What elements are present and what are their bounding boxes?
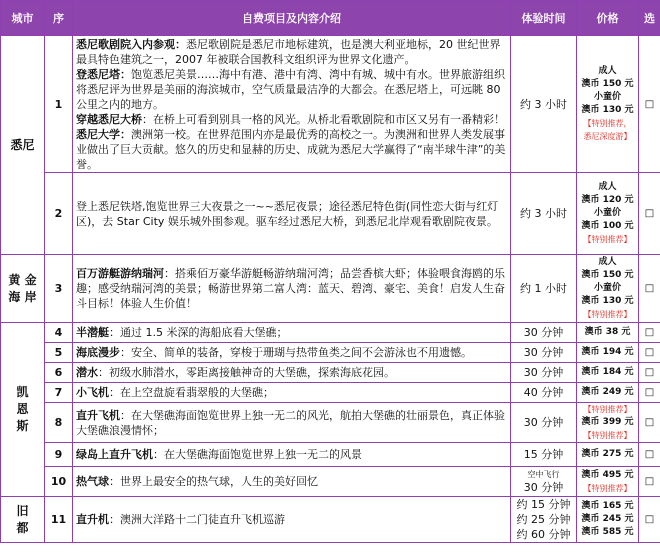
row-number: 5 [45, 343, 73, 363]
header-price: 价格 [577, 1, 639, 36]
row-number: 8 [45, 403, 73, 443]
item-time: 约 1 小时 [511, 255, 577, 323]
item-price: 成人 澳币 150 元 小童价 澳币 130 元 【特别推荐】 [577, 255, 639, 323]
table-row [1, 383, 660, 403]
header-time: 体验时间 [511, 1, 577, 36]
city-cairns: 凯 恩 斯 [1, 323, 45, 497]
select-checkbox[interactable]: □ [639, 323, 660, 343]
item-description: 海底漫步：安全、简单的装备，穿梭于珊瑚与热带鱼类之间不会游泳也不用遗憾。 [73, 343, 511, 363]
item-price: 澳币 249 元 [577, 383, 639, 403]
item-price: 成人 澳币 120 元 小童价 澳币 100 元 【特别推荐】 [577, 173, 639, 255]
select-checkbox[interactable]: □ [639, 363, 660, 383]
table-row [1, 363, 660, 383]
item-description: 百万游艇游纳瑞河：搭乘佰万豪华游艇畅游纳瑞河湾；品尝香槟大虾；体验喂食海鸥的乐趣；感受纳瑞河湾的美景；畅游世界第二富人湾：蓝天、碧湾、豪宅、美食！启发人生奋斗目标！体验人生价值！ [73, 255, 511, 323]
header-city: 城市 [1, 1, 45, 36]
item-time: 40 分钟 [511, 383, 577, 403]
header-row [1, 1, 660, 36]
item-description: 小飞机：在上空盘旋看翡翠般的大堡礁； [73, 383, 511, 403]
item-price: 澳币 194 元 [577, 343, 639, 363]
item-time: 30 分钟 [511, 363, 577, 383]
select-checkbox[interactable]: □ [639, 255, 660, 323]
item-time: 约 3 小时 [511, 173, 577, 255]
item-description: 悉尼歌剧院入内参观：悉尼歌剧院是悉尼市地标建筑，也是澳大利亚地标，20 世纪世界最具特色建筑之一，2007 年被联合国教科文组织评为世界文化遗产。 登悉尼塔：饱览悉尼美景……海中有港、港中有湾、湾中有城、城中有水。世界旅游组织将悉尼评为世界是美丽的海滨城市，空气质量最洁净的大都会。在悉尼塔上，可远眺 80 公里之内的地方。 穿越悉尼大桥：在桥上可看到别具一格的风光。从桥北看歌剧院和市区又另有一番精彩！ 悉尼大学：澳洲第一校。在世界范围内亦是最优秀的高校之一。为澳洲和世界人类发展事业做出了巨大贡献。悠久的历史和显赫的历史、成就为悉尼大学赢得了“南半球牛津”的美誉。 [73, 36, 511, 173]
select-checkbox[interactable]: □ [639, 383, 660, 403]
row-number: 6 [45, 363, 73, 383]
item-price: 澳币 38 元 [577, 323, 639, 343]
item-time: 15 分钟 [511, 443, 577, 467]
row-number: 9 [45, 443, 73, 467]
item-time: 约 3 小时 [511, 36, 577, 173]
select-checkbox[interactable]: □ [639, 467, 660, 497]
item-time: 30 分钟 [511, 403, 577, 443]
item-price: 澳币 495 元 【特别推荐】 [577, 467, 639, 497]
header-content: 自费项目及内容介绍 [73, 1, 511, 36]
item-time: 30 分钟 [511, 343, 577, 363]
city-goldcoast: 黄 金 海 岸 [1, 255, 45, 323]
select-checkbox[interactable]: □ [639, 343, 660, 363]
header-select: 选 [639, 1, 660, 36]
item-time: 约 15 分钟 约 25 分钟 约 60 分钟 [511, 497, 577, 543]
table-row [1, 497, 660, 543]
table-row [1, 173, 660, 255]
row-number: 11 [45, 497, 73, 543]
table-row [1, 36, 660, 173]
select-checkbox[interactable]: □ [639, 173, 660, 255]
item-description: 直升机：澳洲大洋路十二门徒直升飞机巡游 [73, 497, 511, 543]
row-number: 3 [45, 255, 73, 323]
table-row [1, 323, 660, 343]
select-checkbox[interactable]: □ [639, 443, 660, 467]
select-checkbox[interactable]: □ [639, 403, 660, 443]
item-description: 直升飞机：在大堡礁海面饱览世界上独一无二的风光，航拍大堡礁的壮丽景色，真正体验大堡礁浪漫情怀； [73, 403, 511, 443]
table-row [1, 467, 660, 497]
item-price: 澳币 165 元 澳币 245 元 澳币 585 元 [577, 497, 639, 543]
item-price: 【特别推荐】 澳币 399 元 【特别推荐】 [577, 403, 639, 443]
item-price: 澳币 184 元 [577, 363, 639, 383]
item-time: 30 分钟 [511, 323, 577, 343]
row-number: 1 [45, 36, 73, 173]
city-sydney: 悉尼 [1, 36, 45, 255]
table-row [1, 343, 660, 363]
item-description: 登上悉尼铁塔,饱览世界三大夜景之一~~悉尼夜景；途径悉尼特色街(同性恋大街与红灯区)，去 Star City 娱乐城外围参观。驱车经过悉尼大桥，到悉尼北岸观看歌剧院夜景。 [73, 173, 511, 255]
item-description: 热气球：世界上最安全的热气球，人生的美好回忆 [73, 467, 511, 497]
item-description: 绿岛上直升飞机：在大堡礁海面饱览世界上独一无二的风景 [73, 443, 511, 467]
item-description: 潜水：初级水肺潜水，零距离接触神奇的大堡礁，探索海底花园。 [73, 363, 511, 383]
table-row [1, 255, 660, 323]
select-checkbox[interactable]: □ [639, 36, 660, 173]
row-number: 4 [45, 323, 73, 343]
table-row [1, 443, 660, 467]
item-time: 空中飞行 30 分钟 [511, 467, 577, 497]
table-row [1, 403, 660, 443]
row-number: 7 [45, 383, 73, 403]
item-price: 澳币 275 元 [577, 443, 639, 467]
select-checkbox[interactable]: □ [639, 497, 660, 543]
header-seq: 序 [45, 1, 73, 36]
row-number: 2 [45, 173, 73, 255]
item-description: 半潜艇：通过 1.5 米深的海船底看大堡礁； [73, 323, 511, 343]
city-old: 旧 都 [1, 497, 45, 543]
row-number: 10 [45, 467, 73, 497]
item-price: 成人 澳币 150 元 小童价 澳币 130 元 【特别推荐， 悉尼深度游】 [577, 36, 639, 173]
